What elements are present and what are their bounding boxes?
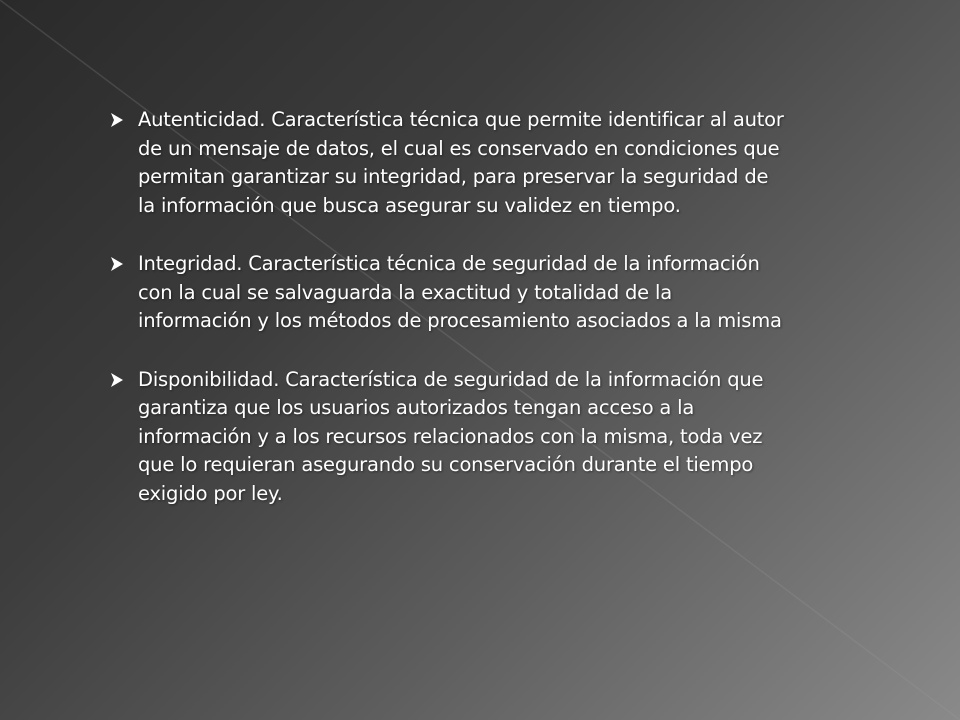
arrowhead-bullet-icon — [106, 250, 128, 278]
bullet-authenticity — [106, 106, 786, 220]
bullet-integrity — [106, 250, 786, 336]
bullet-text: Disponibilidad. Característica de seguridad de la información que garantiza que los usuarios autorizados tengan acceso a la información y a los recursos relacionados con la misma, toda vez que lo requieran asegurando su conservación durante el tiempo exigido por ley. — [138, 367, 764, 505]
arrowhead-bullet-icon — [106, 106, 128, 134]
arrowhead-bullet-icon — [106, 366, 128, 394]
bullet-availability — [106, 366, 786, 509]
bullet-text: Integridad. Característica técnica de seguridad de la información con la cual se salvaguarda la exactitud y totalidad de la información y los métodos de procesamiento asociados a la misma — [138, 252, 782, 332]
slide-content — [106, 106, 786, 538]
bullet-text: Autenticidad. Característica técnica que permite identificar al autor de un mensaje de datos, el cual es conservado en condiciones que permitan garantizar su integridad, para preservar la seguridad de la información que busca asegurar su validez en tiempo. — [138, 108, 784, 217]
